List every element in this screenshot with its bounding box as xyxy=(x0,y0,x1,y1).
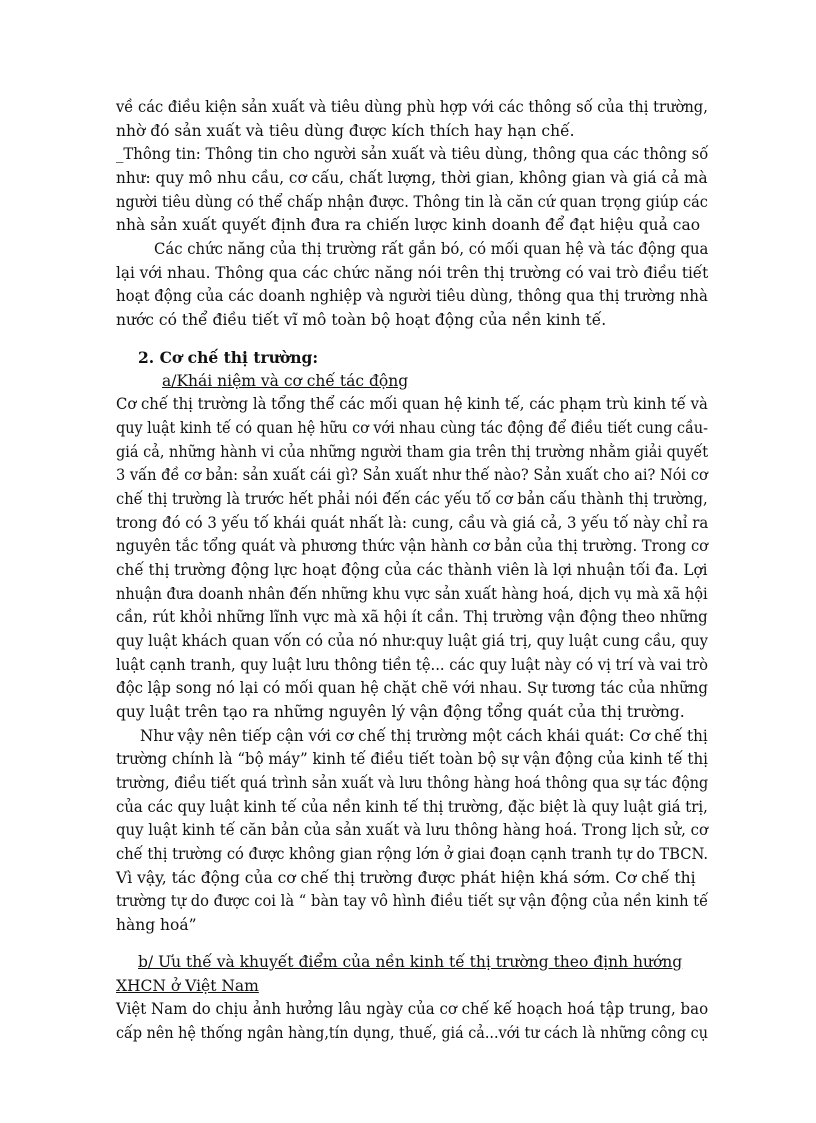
text-line: độc lập song nó lại có mối quan hệ chặt chẽ với nhau. Sự tương tác của những xyxy=(116,679,708,697)
text-line: như: quy mô nhu cầu, cơ cấu, chất lượng, thời gian, không gian và giá cả mà xyxy=(116,169,708,187)
section-heading: 2. Cơ chế thị trường: xyxy=(138,348,319,367)
text-line: hoạt động của các doanh nghiệp và người tiêu dùng, thông qua thị trường nhà xyxy=(116,287,708,305)
text-line: Các chức năng của thị trường rất gắn bó, có mối quan hệ và tác động qua xyxy=(154,240,709,258)
text-line: _Thông tin: Thông tin cho người sản xuất và tiêu dùng, thông qua các thông số xyxy=(116,145,709,163)
text-line: trường tự do được coi là “ bàn tay vô hình điều tiết sự vận động của nền kinh tế xyxy=(116,892,709,910)
text-line: quy luật trên tạo ra những nguyên lý vận động tổng quát của thị trường. xyxy=(116,703,685,721)
text-line: Cơ chế thị trường là tổng thể các mối quan hệ kinh tế, các phạm trù kinh tế và xyxy=(116,395,708,413)
text-line: trường chính là “bộ máy” kinh tế điều tiết toàn bộ sự vận động của kinh tế thị xyxy=(116,750,708,768)
subsection-heading: XHCN ở Việt Nam xyxy=(116,977,259,995)
text-line: chế thị trường có được không gian rộng lớn ở giai đoạn cạnh tranh tự do TBCN. xyxy=(116,845,709,863)
text-line: Như vậy nên tiếp cận với cơ chế thị trường một cách khái quát: Cơ chế thị xyxy=(140,727,708,745)
text-line: người tiêu dùng có thể chấp nhận được. Thông tin là căn cứ quan trọng giúp các xyxy=(116,193,708,211)
text-line: chế thị trường động lực hoạt động của các thành viên là lợi nhuận tối đa. Lợi xyxy=(116,561,708,579)
text-line: Vì vậy, tác động của cơ chế thị trường được phát hiện khá sớm. Cơ chế thị xyxy=(116,869,696,887)
text-line: nhuận đưa doanh nhân đến những khu vực sản xuất hàng hoá, dịch vụ mà xã hội xyxy=(116,585,708,603)
text-line: cấp nên hệ thống ngân hàng,tín dụng, thuế, giá cả...với tư cách là những công cụ xyxy=(116,1024,708,1042)
subsection-heading: a/Khái niệm và cơ chế tác động xyxy=(162,372,409,390)
text-line: nước có thể điều tiết vĩ mô toàn bộ hoạt động của nền kinh tế. xyxy=(116,311,607,329)
text-line: quy luật kinh tế căn bản của sản xuất và lưu thông hàng hoá. Trong lịch sử, cơ xyxy=(116,821,708,839)
text-line: giá cả, những hành vi của những người tham gia trên thị trường nhằm giải quyết xyxy=(116,443,709,461)
text-line: chế thị trường là trước hết phải nói đến các yếu tố cơ bản cấu thành thị trường, xyxy=(116,490,708,508)
text-line: nguyên tắc tổng quát và phương thức vận hành cơ bản của thị trường. Trong cơ xyxy=(116,537,709,555)
text-line: luật cạnh tranh, quy luật lưu thông tiền tệ... các quy luật này có vị trí và vai trò xyxy=(116,656,708,674)
text-line: quy luật khách quan vốn có của nó như:quy luật giá trị, quy luật cung cầu, quy xyxy=(116,632,709,650)
text-line: 3 vấn đề cơ bản: sản xuất cái gì? Sản xuất như thế nào? Sản xuất cho ai? Nói cơ xyxy=(116,466,708,484)
text-line: về các điều kiện sản xuất và tiêu dùng phù hợp với các thông số của thị trường, xyxy=(116,98,708,116)
text-line: nhờ đó sản xuất và tiêu dùng được kích thích hay hạn chế. xyxy=(116,122,575,140)
subsection-heading: b/ Ưu thế và khuyết điểm của nền kinh tế thị trường theo định hướng xyxy=(138,953,683,971)
text-line: của các quy luật kinh tế của nền kinh tế thị trường, đặc biệt là quy luật giá trị, xyxy=(116,798,708,816)
text-line: nhà sản xuất quyết định đưa ra chiến lược kinh doanh để đạt hiệu quả cao xyxy=(116,216,701,234)
text-line: lại với nhau. Thông qua các chức năng nói trên thị trường có vai trò điều tiết xyxy=(116,264,709,282)
text-line: hàng hoá” xyxy=(116,916,197,934)
text-line: trong đó có 3 yếu tố khái quát nhất là: cung, cầu và giá cả, 3 yếu tố này chỉ ra xyxy=(116,514,709,532)
text-line: quy luật kinh tế có quan hệ hữu cơ với nhau cùng tác động để điều tiết cung cầu- xyxy=(116,419,708,437)
text-line: cần, rút khỏi những lĩnh vực mà xã hội ít cần. Thị trường vận động theo những xyxy=(116,608,708,626)
text-line: Việt Nam do chịu ảnh hưởng lâu ngày của cơ chế kế hoạch hoá tập trung, bao xyxy=(116,1000,709,1018)
text-line: trường, điều tiết quá trình sản xuất và lưu thông hàng hoá thông qua sự tác động xyxy=(116,774,709,792)
